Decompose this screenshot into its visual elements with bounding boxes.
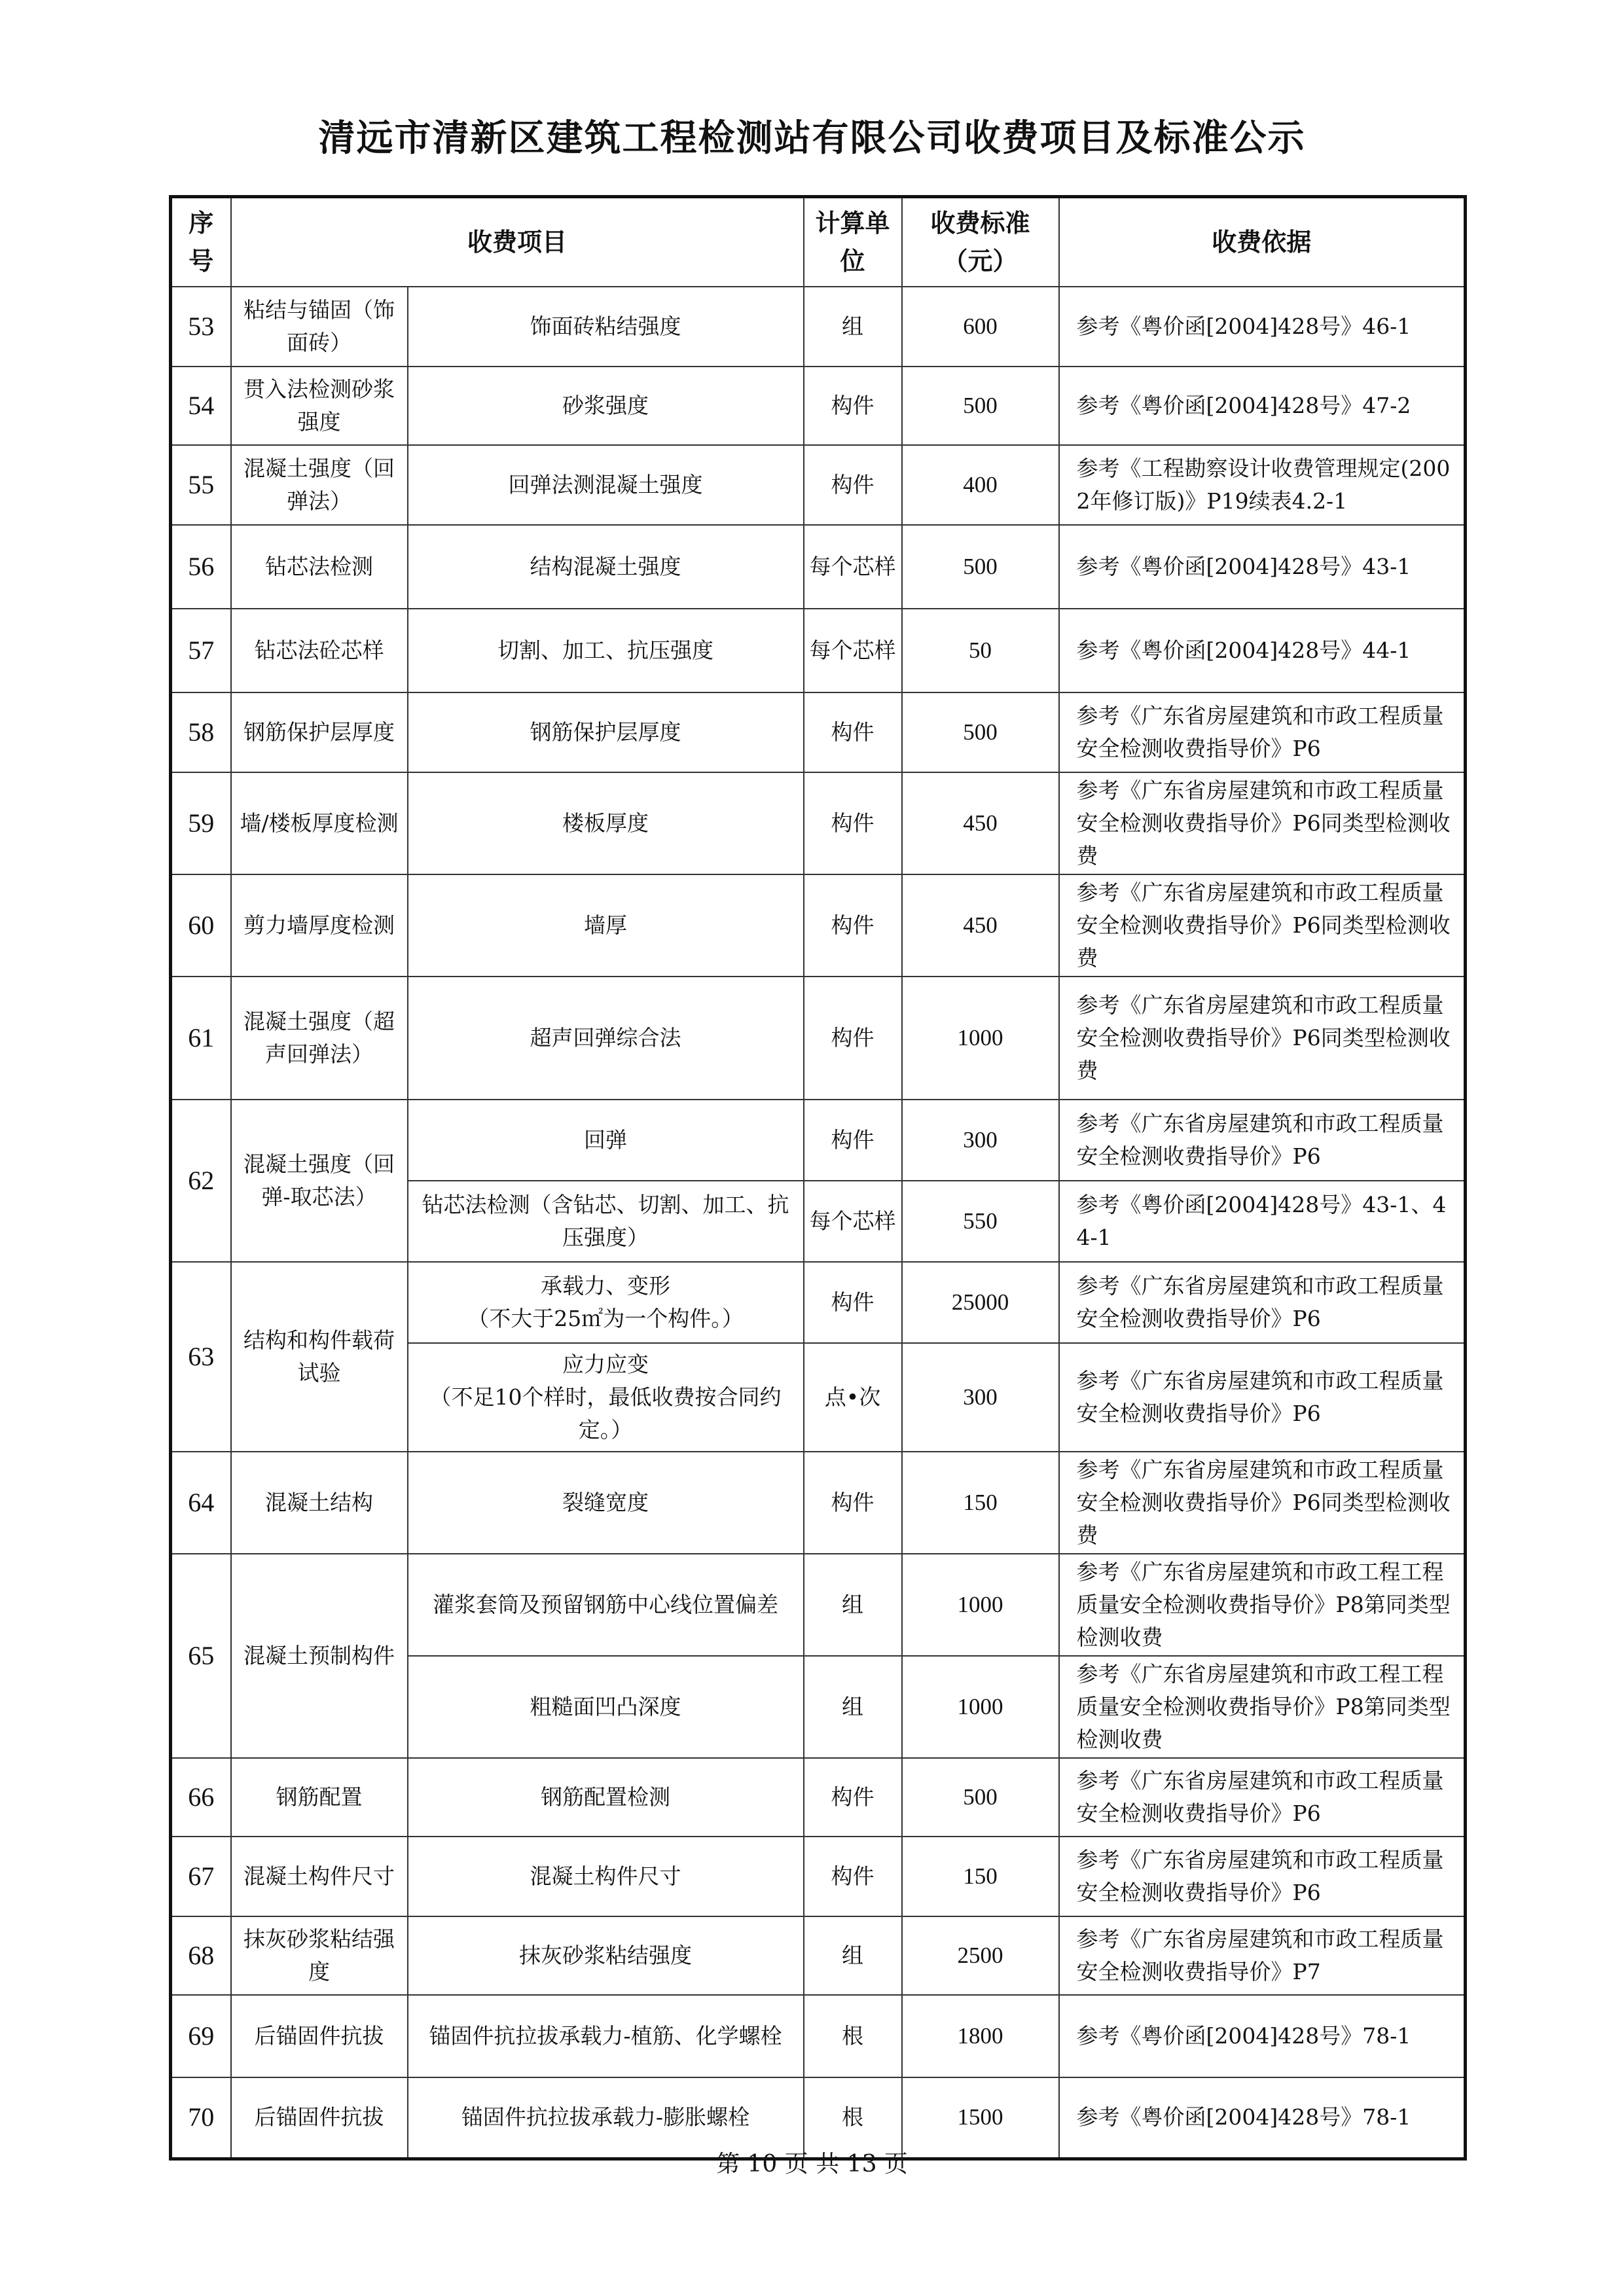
- unit-cell: 每个芯样: [804, 1181, 902, 1262]
- item-cell: 砂浆强度: [408, 367, 804, 445]
- unit-cell: 构件: [804, 874, 902, 977]
- table-row: [171, 1554, 1466, 1656]
- basis-cell: 参考《广东省房屋建筑和市政工程质量安全检测收费指导价》P6: [1059, 1837, 1466, 1916]
- unit-cell: 根: [804, 1995, 902, 2077]
- document-title: 清远市清新区建筑工程检测站有限公司收费项目及标准公示: [318, 117, 1306, 160]
- unit-cell: 每个芯样: [804, 525, 902, 609]
- basis-cell: 参考《粤价函[2004]428号》43-1、44-1: [1059, 1181, 1466, 1262]
- item-cell: 回弹法测混凝土强度: [408, 445, 804, 525]
- item-cell: 钢筋保护层厚度: [408, 692, 804, 772]
- item-cell: [408, 1343, 804, 1452]
- table-row: [171, 287, 1466, 367]
- item-cell: 混凝土构件尺寸: [408, 1837, 804, 1916]
- fee-cell: 1000: [902, 1656, 1059, 1758]
- seq-cell: 58: [171, 692, 231, 772]
- seq-cell: 67: [171, 1837, 231, 1916]
- table-row: [171, 445, 1466, 525]
- item-cell: 超声回弹综合法: [408, 977, 804, 1100]
- item-cell: 抹灰砂浆粘结强度: [408, 1916, 804, 1995]
- item-main: 承载力、变形: [541, 1273, 670, 1299]
- unit-cell: 点•次: [804, 1343, 902, 1452]
- category-cell: 钢筋配置: [231, 1758, 408, 1837]
- unit-cell: 构件: [804, 1452, 902, 1554]
- item-cell: 粗糙面凹凸深度: [408, 1656, 804, 1758]
- table-row: [171, 977, 1466, 1100]
- basis-cell: 参考《广东省房屋建筑和市政工程质量安全检测收费指导价》P6同类型检测收费: [1059, 772, 1466, 874]
- item-cell: 钻芯法检测（含钻芯、切割、加工、抗压强度）: [408, 1181, 804, 1262]
- seq-cell: 56: [171, 525, 231, 609]
- basis-cell: 参考《广东省房屋建筑和市政工程质量安全检测收费指导价》P6: [1059, 1758, 1466, 1837]
- category-cell: 混凝土强度（超声回弹法）: [231, 977, 408, 1100]
- table-row: [171, 1758, 1466, 1837]
- category-cell: 抹灰砂浆粘结强度: [231, 1916, 408, 1995]
- header-seq: 序号: [171, 197, 231, 287]
- category-cell: 混凝土强度（回弹-取芯法）: [231, 1100, 408, 1262]
- seq-cell: 69: [171, 1995, 231, 2077]
- table-row: [171, 692, 1466, 772]
- unit-cell: 构件: [804, 1100, 902, 1181]
- item-cell: 饰面砖粘结强度: [408, 287, 804, 367]
- seq-cell: 68: [171, 1916, 231, 1995]
- fee-cell: 450: [902, 874, 1059, 977]
- item-main: 应力应变: [562, 1352, 649, 1377]
- fee-cell: 500: [902, 525, 1059, 609]
- table-row: [171, 525, 1466, 609]
- fee-cell: 600: [902, 287, 1059, 367]
- fee-cell: 1000: [902, 1554, 1059, 1656]
- table-row: [171, 1100, 1466, 1181]
- seq-cell: 63: [171, 1262, 231, 1452]
- fee-cell: 25000: [902, 1262, 1059, 1343]
- seq-cell: 70: [171, 2077, 231, 2159]
- category-cell: 混凝土强度（回弹法）: [231, 445, 408, 525]
- basis-cell: 参考《粤价函[2004]428号》44-1: [1059, 609, 1466, 692]
- fee-cell: 450: [902, 772, 1059, 874]
- category-cell: 混凝土预制构件: [231, 1554, 408, 1758]
- fee-cell: 300: [902, 1343, 1059, 1452]
- category-cell: 钻芯法砼芯样: [231, 609, 408, 692]
- basis-cell: 参考《广东省房屋建筑和市政工程质量安全检测收费指导价》P7: [1059, 1916, 1466, 1995]
- unit-cell: 根: [804, 2077, 902, 2159]
- seq-cell: 66: [171, 1758, 231, 1837]
- table-row: [171, 1262, 1466, 1343]
- item-cell: 楼板厚度: [408, 772, 804, 874]
- table-row: [171, 1837, 1466, 1916]
- basis-cell: 参考《粤价函[2004]428号》47-2: [1059, 367, 1466, 445]
- category-cell: 墙/楼板厚度检测: [231, 772, 408, 874]
- category-cell: 混凝土结构: [231, 1452, 408, 1554]
- header-basis: 收费依据: [1059, 197, 1466, 287]
- basis-cell: 参考《广东省房屋建筑和市政工程质量安全检测收费指导价》P6: [1059, 1262, 1466, 1343]
- category-cell: 混凝土构件尺寸: [231, 1837, 408, 1916]
- item-cell: 墙厚: [408, 874, 804, 977]
- basis-cell: 参考《粤价函[2004]428号》46-1: [1059, 287, 1466, 367]
- item-note: （不足10个样时，最低收费按合同约定。）: [429, 1384, 782, 1443]
- basis-cell: 参考《广东省房屋建筑和市政工程质量安全检测收费指导价》P6: [1059, 692, 1466, 772]
- unit-cell: 构件: [804, 1837, 902, 1916]
- unit-cell: 构件: [804, 1758, 902, 1837]
- item-cell: 切割、加工、抗压强度: [408, 609, 804, 692]
- item-cell: [408, 1262, 804, 1343]
- category-cell: 钻芯法检测: [231, 525, 408, 609]
- seq-cell: 64: [171, 1452, 231, 1554]
- unit-cell: 组: [804, 1656, 902, 1758]
- fee-cell: 500: [902, 367, 1059, 445]
- fee-cell: 50: [902, 609, 1059, 692]
- fee-table: [169, 195, 1467, 2161]
- unit-cell: 构件: [804, 445, 902, 525]
- seq-cell: 55: [171, 445, 231, 525]
- fee-cell: 300: [902, 1100, 1059, 1181]
- header-fee: 收费标准（元）: [902, 197, 1059, 287]
- fee-cell: 500: [902, 692, 1059, 772]
- seq-cell: 53: [171, 287, 231, 367]
- category-cell: 后锚固件抗拔: [231, 1995, 408, 2077]
- item-cell: 锚固件抗拉拔承载力-植筋、化学螺栓: [408, 1995, 804, 2077]
- basis-cell: 参考《广东省房屋建筑和市政工程工程质量安全检测收费指导价》P8第同类型检测收费: [1059, 1554, 1466, 1656]
- basis-cell: 参考《广东省房屋建筑和市政工程质量安全检测收费指导价》P6同类型检测收费: [1059, 874, 1466, 977]
- item-cell: 灌浆套筒及预留钢筋中心线位置偏差: [408, 1554, 804, 1656]
- fee-cell: 500: [902, 1758, 1059, 1837]
- unit-cell: 构件: [804, 772, 902, 874]
- table-row: [171, 874, 1466, 977]
- category-cell: 剪力墙厚度检测: [231, 874, 408, 977]
- fee-cell: 1000: [902, 977, 1059, 1100]
- unit-cell: 构件: [804, 367, 902, 445]
- fee-cell: 150: [902, 1837, 1059, 1916]
- seq-cell: 54: [171, 367, 231, 445]
- item-cell: 钢筋配置检测: [408, 1758, 804, 1837]
- fee-cell: 1500: [902, 2077, 1059, 2159]
- seq-cell: 61: [171, 977, 231, 1100]
- category-cell: 钢筋保护层厚度: [231, 692, 408, 772]
- table-row: [171, 1995, 1466, 2077]
- item-cell: 结构混凝土强度: [408, 525, 804, 609]
- unit-cell: 构件: [804, 692, 902, 772]
- item-cell: 回弹: [408, 1100, 804, 1181]
- unit-cell: 构件: [804, 1262, 902, 1343]
- category-cell: 后锚固件抗拔: [231, 2077, 408, 2159]
- item-cell: 裂缝宽度: [408, 1452, 804, 1554]
- fee-cell: 150: [902, 1452, 1059, 1554]
- seq-cell: 62: [171, 1100, 231, 1262]
- basis-cell: 参考《广东省房屋建筑和市政工程质量安全检测收费指导价》P6: [1059, 1343, 1466, 1452]
- basis-cell: 参考《广东省房屋建筑和市政工程工程质量安全检测收费指导价》P8第同类型检测收费: [1059, 1656, 1466, 1758]
- header-item: 收费项目: [231, 197, 804, 287]
- basis-cell: 参考《粤价函[2004]428号》78-1: [1059, 1995, 1466, 2077]
- seq-cell: 60: [171, 874, 231, 977]
- fee-cell: 2500: [902, 1916, 1059, 1995]
- table-header-row: [171, 197, 1466, 287]
- basis-cell: 参考《工程勘察设计收费管理规定(2002年修订版)》P19续表4.2-1: [1059, 445, 1466, 525]
- item-cell: 锚固件抗拉拔承载力-膨胀螺栓: [408, 2077, 804, 2159]
- table-row: [171, 609, 1466, 692]
- page-footer: 第 10 页 共 13 页: [716, 2151, 908, 2178]
- item-note: （不大于25㎡为一个构件。）: [467, 1306, 744, 1331]
- unit-cell: 组: [804, 287, 902, 367]
- seq-cell: 57: [171, 609, 231, 692]
- unit-cell: 构件: [804, 977, 902, 1100]
- unit-cell: 组: [804, 1916, 902, 1995]
- basis-cell: 参考《粤价函[2004]428号》78-1: [1059, 2077, 1466, 2159]
- basis-cell: 参考《广东省房屋建筑和市政工程质量安全检测收费指导价》P6: [1059, 1100, 1466, 1181]
- table-row: [171, 772, 1466, 874]
- table-row: [171, 367, 1466, 445]
- basis-cell: 参考《粤价函[2004]428号》43-1: [1059, 525, 1466, 609]
- fee-cell: 1800: [902, 1995, 1059, 2077]
- basis-cell: 参考《广东省房屋建筑和市政工程质量安全检测收费指导价》P6同类型检测收费: [1059, 977, 1466, 1100]
- table-row: [171, 1452, 1466, 1554]
- fee-cell: 550: [902, 1181, 1059, 1262]
- category-cell: 贯入法检测砂浆强度: [231, 367, 408, 445]
- unit-cell: 组: [804, 1554, 902, 1656]
- seq-cell: 59: [171, 772, 231, 874]
- unit-cell: 每个芯样: [804, 609, 902, 692]
- header-unit: 计算单位: [804, 197, 902, 287]
- fee-cell: 400: [902, 445, 1059, 525]
- table-row: [171, 1916, 1466, 1995]
- seq-cell: 65: [171, 1554, 231, 1758]
- category-cell: 结构和构件载荷试验: [231, 1262, 408, 1452]
- table-row: [171, 2077, 1466, 2159]
- category-cell: 粘结与锚固（饰面砖）: [231, 287, 408, 367]
- basis-cell: 参考《广东省房屋建筑和市政工程质量安全检测收费指导价》P6同类型检测收费: [1059, 1452, 1466, 1554]
